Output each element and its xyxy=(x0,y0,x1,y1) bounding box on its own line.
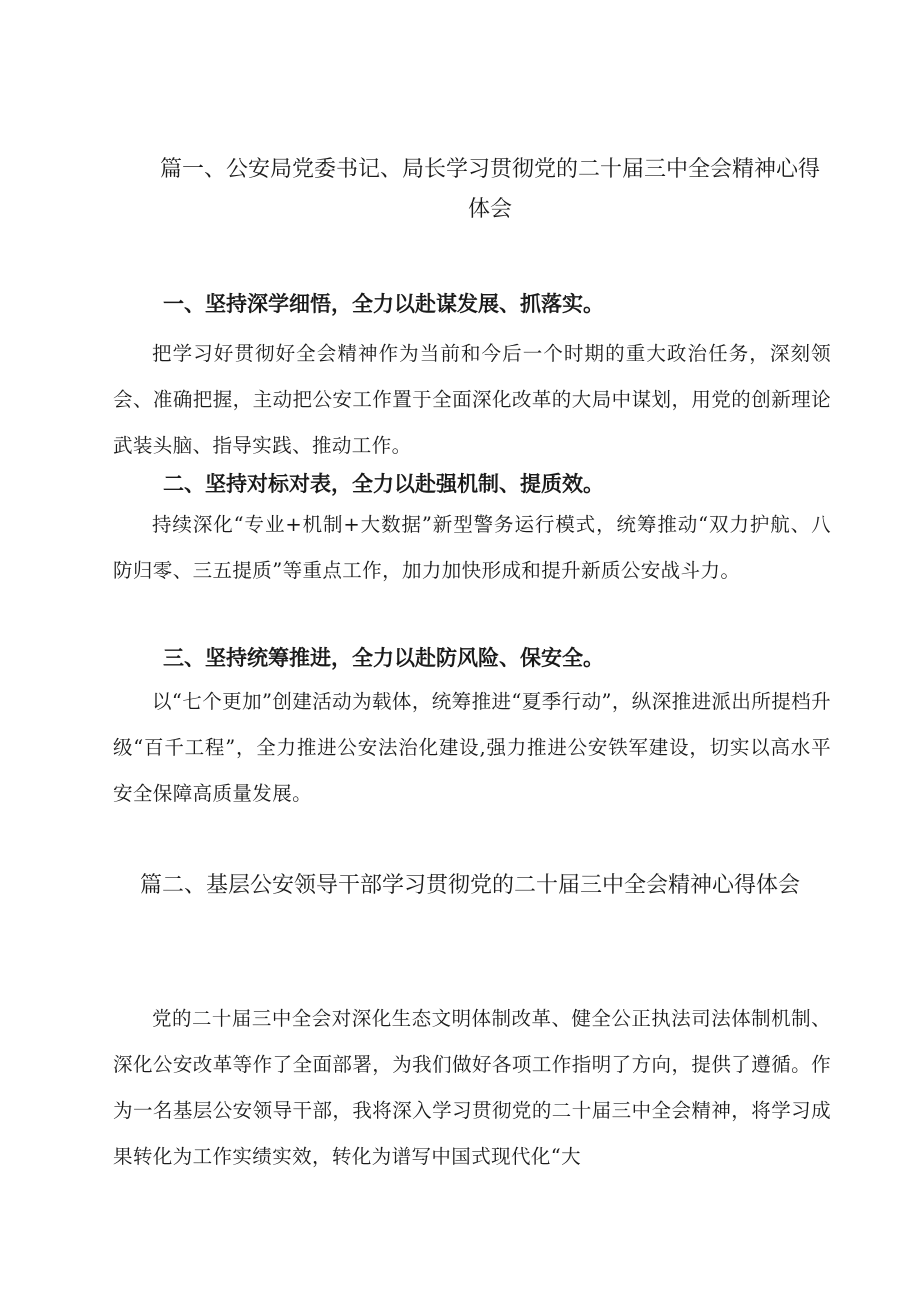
section-2-heading: 二、坚持对标对表，全力以赴强机制、提质效。 xyxy=(163,472,604,496)
article-2-body: 党的二十届三中全会对深化生态文明体制改革、健全公正执法司法体制机制、深化公安改革等作了全面部署，为我们做好各项工作指明了方向，提供了遵循。作为一名基层公安领导干部，我将深入学习贯彻党的二十届三中全会精神，将学习成果转化为工作实绩实效，转化为谱写中国式现代化“大 xyxy=(113,1007,831,1168)
article-1-title: 篇一、公安局党委书记、局长学习贯彻党的二十届三中全会精神心得体会 xyxy=(159,157,820,222)
section-3-heading: 三、坚持统筹推进，全力以赴防风险、保安全。 xyxy=(163,646,604,670)
article-2-title: 篇二、基层公安领导干部学习贯彻党的二十届三中全会精神心得体会 xyxy=(139,873,800,898)
section-2-body: 持续深化“专业+机制+大数据”新型警务运行模式，统筹推动“双力护航、八防归零、三五提质”等重点工作，加力加快形成和提升新质公安战斗力。 xyxy=(113,513,831,582)
section-1-body: 把学习好贯彻好全会精神作为当前和今后一个时期的重大政治任务，深刻领会、准确把握，主动把公安工作置于全面深化改革的大局中谋划，用党的创新理论武装头脑、指导实践、推动工作。 xyxy=(113,342,831,457)
section-3-body: 以“七个更加”创建活动为载体，统筹推进“夏季行动”，纵深推进派出所提档升级“百千工程”，全力推进公安法治化建设,强力推进公安铁军建设，切实以高水平安全保障高质量发展。 xyxy=(113,690,831,805)
section-1-heading: 一、坚持深学细悟，全力以赴谋发展、抓落实。 xyxy=(163,292,604,316)
